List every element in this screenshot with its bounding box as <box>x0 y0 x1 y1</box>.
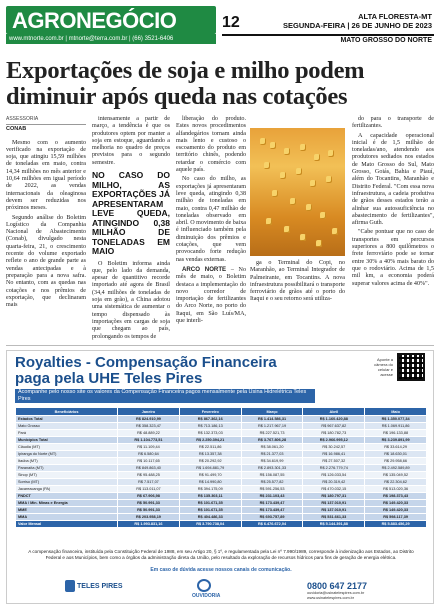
value-cell: R$ 33.614,29 <box>365 444 427 451</box>
paragraph: No caso do milho, as exportações já apresentaram leve queda, atingindo 0,38 milhão de toneladas em maio, contra 0,47 milhão de toneladas observado em abril. O movimento de baixa é influenciado também pela diminuição dos prêmios e cotações, que vem provocando forte redução nas vendas externas. <box>176 176 246 263</box>
value-cell: R$ 34.619,99 <box>241 458 303 465</box>
value-cell: R$ 513.020,36 <box>365 486 427 493</box>
table-header: Abril <box>303 408 365 416</box>
article-column-1 <box>6 116 86 311</box>
paragraph: "Cabe pontuar que no caso de transportes em percursos superiores a 800 quilômetros o frete ferroviário pode se tornar entre 30% a 40% mais barato do que o rodoviário. Acima de 1,5 mil km, a economia poderá superar valores acima de 40%". <box>352 229 434 287</box>
value-cell: R$ 5.883.456,29 <box>365 521 427 528</box>
paragraph: Segundo análise do Boletim Logístico da Companhia Nacional de Abastecimento (Conab), divulgado nesta quarta-feira, 21, o crescimento recente do volume exportado reflete o ano de grande parte as vendas antecipadas e à preparação para a nova safra. No entanto, com as quedas nas cotações e nos prêmios de exportação, que declinaram mais <box>6 214 86 309</box>
value-cell: R$ 3.239.891,99 <box>365 437 427 444</box>
value-cell: R$ 180.782,73 <box>303 430 365 437</box>
value-cell: R$ 967.637,82 <box>303 423 365 430</box>
beneficiary-cell: Mato Grosso <box>16 423 118 430</box>
value-cell: R$ 231.103,43 <box>241 493 303 500</box>
value-cell: R$ 10.117,65 <box>118 458 180 465</box>
divider <box>6 345 434 346</box>
paragraph: A capacidade operacional inicial é de 1,5 milhão de toneladas/ano, atendendo aos produtores sediados nos estados de Mato Grosso do Sul, Mato Grosso, Goiás, Bahia e Piauí, além do Tocantins, Maranhão e Distrito Federal. "Com essa nova infraestrutura, a cadeia produtiva de grãos desses estados terão a alinhar sua autossuficiência no abastecimento de fertilizantes", afirma Guth. <box>352 132 434 227</box>
article-body <box>6 116 434 342</box>
contact-email[interactable]: ouvidoria@usinatelespires.com.br <box>307 591 365 595</box>
ad-subtitle: Acompanhe pelo nosso site os valores da Compensação Financeira pagos mensalmente pela Usina Hidrelétrica Teles Pires <box>15 389 315 403</box>
value-cell: R$ 27.507,32 <box>303 458 365 465</box>
value-cell: R$ 598.117,39 <box>365 514 427 521</box>
table-row <box>16 479 427 486</box>
value-cell: R$ 1.104.773,51 <box>118 437 180 444</box>
value-cell: R$ 2.966.995,12 <box>303 437 365 444</box>
royalties-advertisement <box>6 350 434 604</box>
value-cell: R$ 394.175,09 <box>179 486 241 493</box>
article-headline: Exportações de soja e milho podem diminuir após queda nas cotações <box>6 57 365 110</box>
table-row <box>16 486 427 493</box>
table-header: Fevereiro <box>179 408 241 416</box>
value-cell: R$ 3.790.738,04 <box>179 521 241 528</box>
value-cell: R$ 67.906,98 <box>118 493 180 500</box>
value-cell: R$ 22.304,62 <box>365 479 427 486</box>
value-cell: R$ 149.420,33 <box>365 507 427 514</box>
contact-info <box>307 591 364 601</box>
article-column-2 <box>92 116 170 343</box>
ad-contact-callout: Em caso de dúvida acesse nossos canais de comunicação. <box>150 567 292 573</box>
beneficiary-cell: MME <box>16 507 118 514</box>
table-row <box>16 514 427 521</box>
table-row <box>16 423 427 430</box>
pull-quote: NO CASO DO MILHO, AS EXPORTAÇÕES JÁ APRESENTARAM LEVE QUEDA, ATINGINDO 0,38 MILHÃO DE TONELADAS EM MAIO <box>92 170 170 257</box>
newspaper-name: ALTA FLORESTA-MT <box>358 12 432 21</box>
paragraph: ga o Terminal do Copi, no Maranhão, ao Terminal Integrador de Palmeirante, em Tocantins. A nova infraestrutura possibilitará o transporte ferroviário de grãos até o porto do Itaqui e o seu retorno será utiliza- <box>250 260 345 303</box>
value-cell: R$ 101.671,35 <box>179 500 241 507</box>
page-header <box>0 0 440 54</box>
value-cell: R$ 867.362,16 <box>179 416 241 423</box>
table-row <box>16 437 427 444</box>
value-cell: R$ 113.011,07 <box>118 486 180 493</box>
value-cell: R$ 531.661,33 <box>303 514 365 521</box>
table-row <box>16 493 427 500</box>
value-cell: R$ 156.087,55 <box>241 472 303 479</box>
table-row <box>16 500 427 507</box>
ad-footer <box>7 577 433 604</box>
value-cell: R$ 20.319,42 <box>303 479 365 486</box>
value-cell: R$ 1.160.420,88 <box>303 416 365 423</box>
beneficiary-cell: Paranaíta (MT) <box>16 465 118 472</box>
paragraph: liberação do produto. Estes novos procedimentos alfandegários tornam ainda mais lento e custoso o escoamento do produto em território chinês, podendo retardar o comércio com aquele país. <box>176 116 246 174</box>
section-brand <box>6 6 216 34</box>
paragraph <box>176 266 246 325</box>
value-cell: R$ 95.488,25 <box>118 472 180 479</box>
table-header-row <box>16 408 427 416</box>
table-row <box>16 472 427 479</box>
value-cell: R$ 6.580,64 <box>118 451 180 458</box>
value-cell: R$ 50.991,33 <box>118 507 180 514</box>
table-row <box>16 458 427 465</box>
qr-caption: Aponte a câmera do celular e acesse <box>374 357 393 377</box>
value-cell: R$ 48.889,22 <box>118 430 180 437</box>
value-cell: R$ 13.357,38 <box>179 451 241 458</box>
phone-number[interactable]: 0800 647 2177 <box>307 581 368 591</box>
value-cell: R$ 21.377,03 <box>241 451 303 458</box>
value-cell: R$ 11.109,44 <box>118 444 180 451</box>
beneficiary-cell: Valor Mensal <box>16 521 118 528</box>
value-cell: R$ 137.010,91 <box>303 507 365 514</box>
beneficiary-cell: Itaúba (MT) <box>16 458 118 465</box>
beneficiary-cell: MMA / Min. Minas e Energia <box>16 500 118 507</box>
value-cell: R$ 824.910,99 <box>118 416 180 423</box>
table-row <box>16 444 427 451</box>
value-cell: R$ 149.420,33 <box>365 500 427 507</box>
corn-photo <box>250 128 345 256</box>
value-cell: R$ 2.276.779,74 <box>303 465 365 472</box>
ad-title-line-2: paga pela UHE Teles Pires <box>15 370 203 387</box>
value-cell: R$ 135.303,11 <box>179 493 241 500</box>
value-cell: R$ 16.986,41 <box>303 451 365 458</box>
table-header: Beneficiários <box>16 408 118 416</box>
article-column-3 <box>176 116 246 327</box>
subhead-arco-norte: ARCO NORTE <box>182 265 227 273</box>
table-header: Maio <box>365 408 427 416</box>
value-cell: R$ 591.256,53 <box>241 486 303 493</box>
ad-title-line-1: Royalties - Compensação Financeira <box>15 354 277 371</box>
royalties-table <box>15 407 427 528</box>
value-cell: R$ 135.049,52 <box>365 472 427 479</box>
value-cell: R$ 14.990,80 <box>179 479 241 486</box>
contact-website[interactable]: www.usinatelespires.com.br <box>307 595 355 600</box>
value-cell: R$ 2.250.394,21 <box>179 437 241 444</box>
beneficiary-cell: Sorriso (MT) <box>16 479 118 486</box>
teles-pires-logo-icon <box>65 580 75 592</box>
table-row <box>16 465 427 472</box>
table-header: Janeiro <box>118 408 180 416</box>
value-cell: R$ 3.767.806,28 <box>241 437 303 444</box>
beneficiary-cell: Pará <box>16 430 118 437</box>
beneficiary-cell: Cláudia (MT) <box>16 444 118 451</box>
beneficiary-cell: FNDCT <box>16 493 118 500</box>
value-cell: R$ 20.292,92 <box>179 458 241 465</box>
value-cell: R$ 173.439,47 <box>241 500 303 507</box>
value-cell: R$ 198.373,43 <box>365 493 427 500</box>
value-cell: R$ 132.373,03 <box>179 430 241 437</box>
value-cell: R$ 50.991,33 <box>118 500 180 507</box>
value-cell: R$ 18.630,01 <box>365 451 427 458</box>
paragraph: do para o transporte de fertilizantes. <box>352 116 434 130</box>
beneficiary-cell: MMA <box>16 514 118 521</box>
ad-legal-note: A compensação financeira, instituída pela Constituição Federal de 1988, em seu Artigo 20, § 1º, e regulamentada pela Lei nº 7.990/1989, corresponde à indenização aos Estados, ao Distrito Federal e aos Municípios, bem como a órgãos da administração direta da União, pelo resultado da exploração de recursos hídricos para fins de geração de energia elétrica. <box>28 549 414 560</box>
value-cell: R$ 404.486,33 <box>179 514 241 521</box>
value-cell: R$ 6.476.672,04 <box>241 521 303 528</box>
value-cell: R$ 849.863,40 <box>118 465 180 472</box>
value-cell: R$ 126.033,54 <box>303 472 365 479</box>
table-body <box>16 416 427 528</box>
byline-source: CONAB <box>6 124 86 133</box>
value-cell: R$ 1.069.911,86 <box>365 423 427 430</box>
beneficiary-cell: Ipiranga do Norte (MT) <box>16 451 118 458</box>
ouvidoria-logo-icon <box>197 579 211 592</box>
section-brand-text: AGRONEGÓCIO <box>12 8 177 33</box>
value-cell: R$ 91.499,70 <box>179 472 241 479</box>
table-row <box>16 430 427 437</box>
article-column-5 <box>352 116 434 290</box>
value-cell: R$ 1.217.967,19 <box>241 423 303 430</box>
value-cell: R$ 2.893.301,33 <box>241 465 303 472</box>
value-cell: R$ 1.350.077,34 <box>365 416 427 423</box>
value-cell: R$ 22.511,86 <box>179 444 241 451</box>
value-cell: R$ 25.577,82 <box>241 479 303 486</box>
byline: ASSESSORIA <box>6 116 39 122</box>
value-cell: R$ 713.186,13 <box>179 423 241 430</box>
value-cell: R$ 173.439,47 <box>241 507 303 514</box>
brand-contact-strip: www.mtnorte.com.br | mtnorte@terra.com.br | (66) 3521-6406 <box>6 34 216 44</box>
article-column-4 <box>250 260 345 306</box>
beneficiary-cell: Sinop (MT) <box>16 472 118 479</box>
value-cell: R$ 470.032,15 <box>303 486 365 493</box>
paragraph-text: – No mês de maio, o Boletim destaca a implementação do novo corredor de importação de fertilizantes do Arco Norte, no porto do Itaqui, em São Luís/MA, que interli- <box>176 266 246 325</box>
table-row <box>16 451 427 458</box>
value-cell: R$ 1.993.831,16 <box>118 521 180 528</box>
teles-pires-logo-text: TELES PIRES <box>77 583 123 590</box>
value-cell: R$ 30.242,57 <box>303 444 365 451</box>
ouvidoria-logo-text: OUVIDORIA <box>192 593 221 599</box>
value-cell: R$ 38.061,20 <box>241 444 303 451</box>
value-cell: R$ 29.958,66 <box>365 458 427 465</box>
page-number: 12 <box>222 14 240 31</box>
beneficiary-cell: Municípios Total <box>16 437 118 444</box>
ad-title <box>15 355 277 387</box>
value-cell: R$ 1.414.586,31 <box>241 416 303 423</box>
value-cell: R$ 203.958,19 <box>118 514 180 521</box>
table-row <box>16 521 427 528</box>
beneficiary-cell: Estados Total <box>16 416 118 423</box>
table-row <box>16 507 427 514</box>
beneficiary-cell: Jacareacanga (PA) <box>16 486 118 493</box>
table-header: Março <box>241 408 303 416</box>
value-cell: R$ 196.133,88 <box>365 430 427 437</box>
table-row <box>16 416 427 423</box>
value-cell: R$ 358.323,47 <box>118 423 180 430</box>
issue-date: SEGUNDA-FEIRA | 26 DE JUNHO DE 2023 <box>283 21 432 30</box>
value-cell: R$ 7.517,07 <box>118 479 180 486</box>
value-cell: R$ 101.671,35 <box>179 507 241 514</box>
masthead-info <box>283 12 432 30</box>
value-cell: R$ 1.694.881,79 <box>179 465 241 472</box>
qr-code-icon[interactable] <box>397 353 425 381</box>
value-cell: R$ 5.144.391,88 <box>303 521 365 528</box>
paragraph: intensamente a partir de março, a tendência é que os produtores optem por manter a soja em estoque, aguardando a melhoria no quadro de preços previstos para o segundo semestre. <box>92 116 170 166</box>
paragraph: O Boletim informa ainda que, pelo lado da demanda, apesar de quantitivo recorde importado até agora de Brasil (34,4 milhões de toneladas de soja em grão), a China adotou uma sistemática de aumentar o tempo dispensado às importações em cargas de soja que chegam ao país, prolongando os tempos de <box>92 260 170 340</box>
value-cell: R$ 227.521,73 <box>241 430 303 437</box>
value-cell: R$ 2.492.589,89 <box>365 465 427 472</box>
section-label: MATO GROSSO DO NORTE <box>340 37 432 44</box>
value-cell: R$ 180.797,31 <box>303 493 365 500</box>
paragraph: Mesmo com o aumento verificado na exportação de soja, que atingiu 15,59 milhões de toneladas em maio, contra 14,34 milhões no mês anterior e 10,64 milhões em igual período de 2022, as vendas internacionais da oleaginosa devem ser reduzidas nos próximos meses. <box>6 139 86 212</box>
value-cell: R$ 137.010,91 <box>303 500 365 507</box>
value-cell: R$ 693.757,89 <box>241 514 303 521</box>
